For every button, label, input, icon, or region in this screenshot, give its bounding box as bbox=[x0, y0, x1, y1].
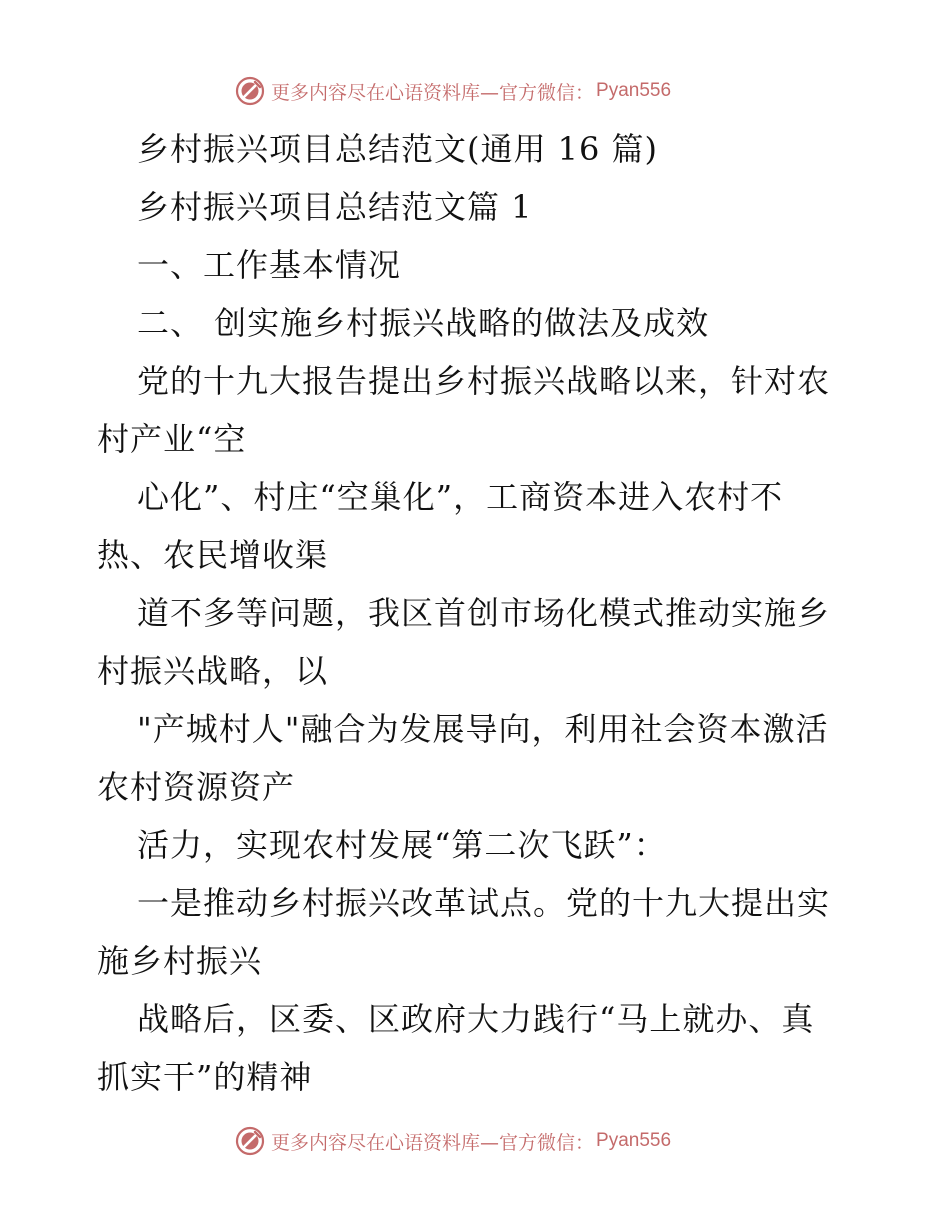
document-line: 二、 创实施乡村振兴战略的做法及成效 bbox=[137, 304, 710, 342]
document-line: 村产业“空 bbox=[97, 420, 247, 458]
document-line: 施乡村振兴 bbox=[97, 942, 263, 980]
document-line: 一是推动乡村振兴改革试点。党的十九大提出实 bbox=[137, 884, 831, 922]
document-line: 热、农民增收渠 bbox=[97, 536, 329, 574]
document-body bbox=[97, 120, 867, 1106]
document-line: 一、工作基本情况 bbox=[137, 246, 402, 284]
document-line: 村振兴战略，以 bbox=[97, 652, 329, 690]
seal-logo-icon bbox=[235, 1126, 265, 1156]
watermark-header bbox=[235, 74, 671, 108]
watermark-wechat-id: Pyan556 bbox=[596, 1130, 672, 1151]
watermark-text: 更多内容尽在心语资料库—官方微信： bbox=[271, 81, 595, 104]
document-line: 活力，实现农村发展“第二次飞跃”： bbox=[137, 826, 667, 864]
document-line: 心化”、村庄“空巢化”，工商资本进入农村不 bbox=[137, 478, 784, 516]
document-line: 乡村振兴项目总结范文(通用 16 篇) bbox=[137, 130, 659, 168]
document-line: 战略后，区委、区政府大力践行“马上就办、真 bbox=[137, 1000, 815, 1038]
document-line: 党的十九大报告提出乡村振兴战略以来，针对农 bbox=[137, 362, 831, 400]
watermark-text: 更多内容尽在心语资料库—官方微信： bbox=[271, 1131, 595, 1154]
watermark-footer bbox=[235, 1124, 671, 1158]
document-line: 农村资源资产 bbox=[97, 768, 296, 806]
document-line: 乡村振兴项目总结范文篇 1 bbox=[137, 188, 533, 226]
seal-logo-icon bbox=[235, 76, 265, 106]
document-line: 道不多等问题，我区首创市场化模式推动实施乡 bbox=[137, 594, 831, 632]
document-line: 抓实干”的精神 bbox=[97, 1058, 313, 1096]
document-line: "产城村人"融合为发展导向，利用社会资本激活 bbox=[137, 710, 829, 748]
watermark-wechat-id: Pyan556 bbox=[596, 80, 672, 101]
